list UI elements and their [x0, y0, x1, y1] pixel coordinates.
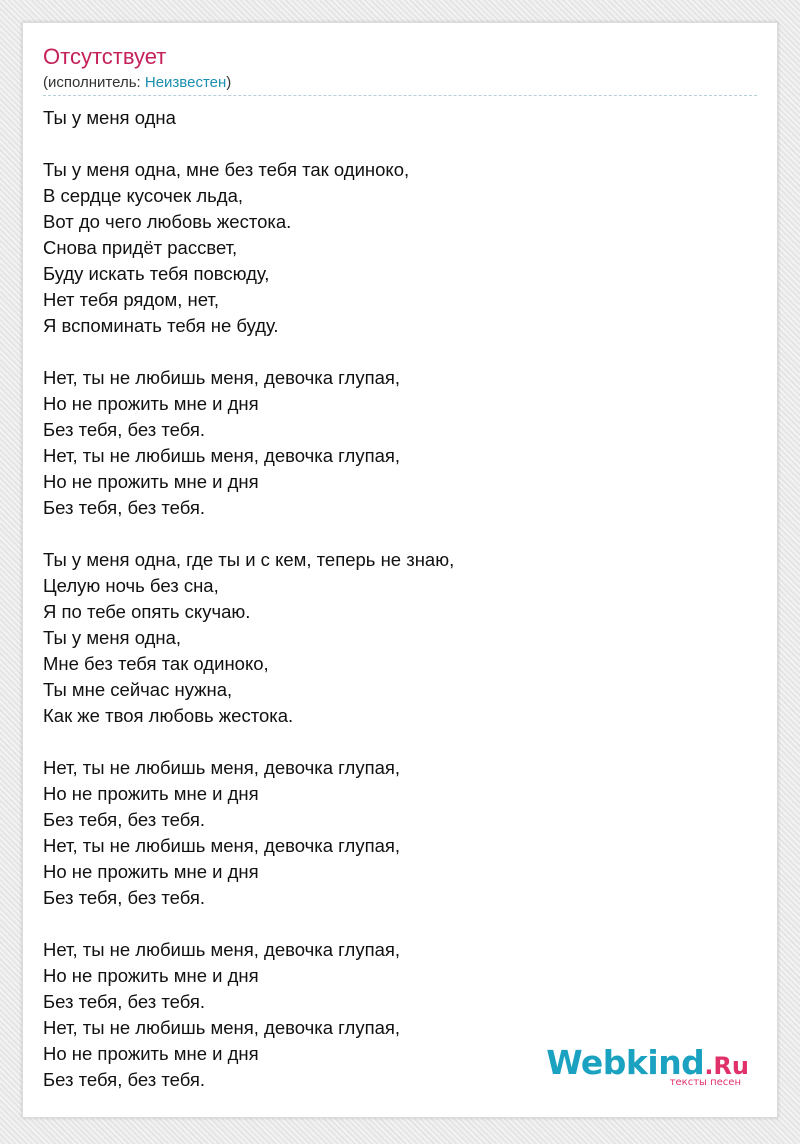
lyric-line: Но не прожить мне и дня [43, 393, 259, 414]
logo-main-text: Webkind [546, 1043, 705, 1082]
artist-line [43, 73, 231, 93]
lyric-line: Нет, ты не любишь меня, девочка глупая, [43, 835, 401, 856]
lyric-line: В сердце кусочек льда, [43, 185, 243, 206]
lyric-line: Целую ночь без сна, [43, 575, 219, 596]
logo-tagline: тексты песен [669, 1077, 741, 1088]
artist-prefix: (исполнитель: [43, 74, 145, 91]
lyric-line: Нет, ты не любишь меня, девочка глупая, [43, 445, 401, 466]
lyric-line: Но не прожить мне и дня [43, 1043, 259, 1064]
lyric-line: Я вспоминать тебя не буду. [43, 315, 279, 336]
artist-link[interactable]: Неизвестен [144, 74, 227, 91]
lyric-line: Ты мне сейчас нужна, [43, 679, 233, 700]
lyric-line: Нет, ты не любишь меня, девочка глупая, [43, 757, 401, 778]
lyric-line: Нет, ты не любишь меня, девочка глупая, [43, 939, 401, 960]
stanza-gap [43, 339, 454, 365]
lyric-line: Снова придёт рассвет, [43, 237, 238, 258]
stanza-gap [43, 729, 454, 755]
lyric-line: Ты у меня одна, [43, 627, 182, 648]
lyric-line: Как же твоя любовь жестока. [43, 705, 294, 726]
lyric-line: Нет тебя рядом, нет, [43, 289, 219, 310]
lyric-line: Нет, ты не любишь меня, девочка глупая, [43, 1017, 401, 1038]
lyric-line: Но не прожить мне и дня [43, 783, 259, 804]
lyric-line: Ты у меня одна, где ты и с кем, теперь не знаю, [43, 549, 455, 570]
dashed-divider [43, 95, 757, 96]
lyric-line: Вот до чего любовь жестока. [43, 211, 292, 232]
lyric-line: Но не прожить мне и дня [43, 471, 259, 492]
lyric-line: Буду искать тебя повсюду, [43, 263, 270, 284]
stanza-gap [43, 521, 454, 547]
stanza-gap [43, 131, 454, 157]
lyric-line: Но не прожить мне и дня [43, 965, 259, 986]
lyric-line: Без тебя, без тебя. [43, 419, 206, 440]
lyric-line: Без тебя, без тебя. [43, 887, 206, 908]
lyrics-body [43, 105, 454, 1093]
song-title: Отсутствует [43, 44, 167, 69]
lyric-line: Нет, ты не любишь меня, девочка глупая, [43, 367, 401, 388]
lyric-line: Мне без тебя так одиноко, [43, 653, 269, 674]
webkind-logo [546, 1043, 749, 1089]
lyric-line: Ты у меня одна, мне без тебя так одиноко, [43, 159, 410, 180]
lyric-line: Ты у меня одна [43, 107, 176, 128]
lyric-line: Но не прожить мне и дня [43, 861, 259, 882]
stanza-gap [43, 911, 454, 937]
lyric-line: Без тебя, без тебя. [43, 497, 206, 518]
lyric-line: Без тебя, без тебя. [43, 1069, 206, 1090]
lyric-line: Без тебя, без тебя. [43, 991, 206, 1012]
artist-suffix: ) [226, 74, 232, 91]
lyric-line: Без тебя, без тебя. [43, 809, 206, 830]
logo-suffix-text: .Ru [704, 1052, 749, 1080]
lyric-line: Я по тебе опять скучаю. [43, 601, 251, 622]
lyrics-sheet [22, 22, 778, 1118]
